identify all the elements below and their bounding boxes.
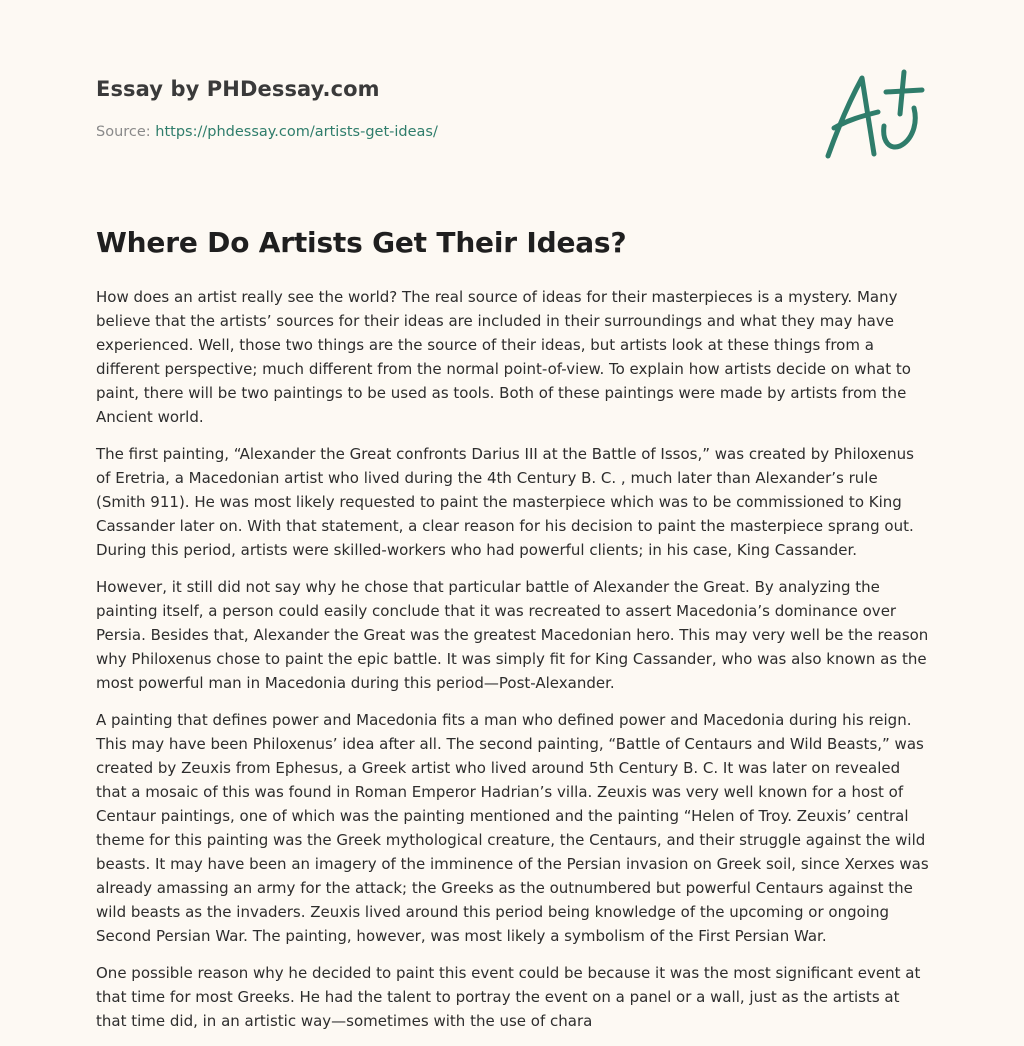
site-brand: Essay by PHDessay.com	[96, 77, 380, 101]
article-title: Where Do Artists Get Their Ideas?	[96, 226, 627, 259]
a-plus-logo-icon	[822, 66, 926, 162]
paragraph: The first painting, “Alexander the Great confronts Darius III at the Battle of Issos,” was created by Philoxenus of Eretria, a Macedonian artist who lived during the 4th Century B. C. , much later than Alexander’s rule (Smith 911). He was most likely requested to paint the masterpiece which was to be commissioned to King Cassander later on. With that statement, a clear reason for his decision to paint the masterpiece sprang out. During this period, artists were skilled-workers who had powerful clients; in his case, King Cassander.	[96, 445, 914, 559]
source-line	[96, 124, 438, 140]
source-link[interactable]: https://phdessay.com/artists-get-ideas/	[155, 124, 438, 140]
source-label: Source:	[96, 124, 156, 140]
paragraph: However, it still did not say why he chose that particular battle of Alexander the Great. By analyzing the painting itself, a person could easily conclude that it was recreated to assert Macedonia’s dominance over Persia. Besides that, Alexander the Great was the greatest Macedonian hero. This may very well be the reason why Philoxenus chose to paint the epic battle. It was simply fit for King Cassander, who was also known as the most powerful man in Macedonia during this period—Post-Alexander.	[96, 578, 929, 692]
paragraph: A painting that defines power and Macedonia fits a man who defined power and Macedonia during his reign. This may have been Philoxenus’ idea after all. The second painting, “Battle of Centaurs and Wild Beasts,” was created by Zeuxis from Ephesus, a Greek artist who lived around 5th Century B. C. It was later on revealed that a mosaic of this was found in Roman Emperor Hadrian’s villa. Zeuxis was very well known for a host of Centaur paintings, one of which was the painting mentioned and the painting “Helen of Troy. Zeuxis’ central theme for this painting was the Greek mythological creature, the Centaurs, and their struggle against the wild beasts. It may have been an imagery of the imminence of the Persian invasion on Greek soil, since Xerxes was already amassing an army for the attack; the Greeks as the outnumbered but powerful Centaurs against the wild beasts as the invaders. Zeuxis lived around this period being knowledge of the upcoming or ongoing Second Persian War. The painting, however, was most likely a symbolism of the First Persian War.	[96, 711, 929, 945]
article-body	[96, 285, 930, 1046]
paragraph: How does an artist really see the world? The real source of ideas for their masterpieces is a mystery. Many believe that the artists’ sources for their ideas are included in their surroundings and what they may have experienced. Well, those two things are the source of their ideas, but artists look at these things from a different perspective; much different from the normal point-of-view. To explain how artists decide on what to paint, there will be two paintings to be used as tools. Both of these paintings were made by artists from the Ancient world.	[96, 288, 911, 426]
paragraph: One possible reason why he decided to paint this event could be because it was the most significant event at that time for most Greeks. He had the talent to portray the event on a panel or a wall, just as the artists at that time did, in an artistic way—sometimes with the use of chara	[96, 964, 921, 1030]
